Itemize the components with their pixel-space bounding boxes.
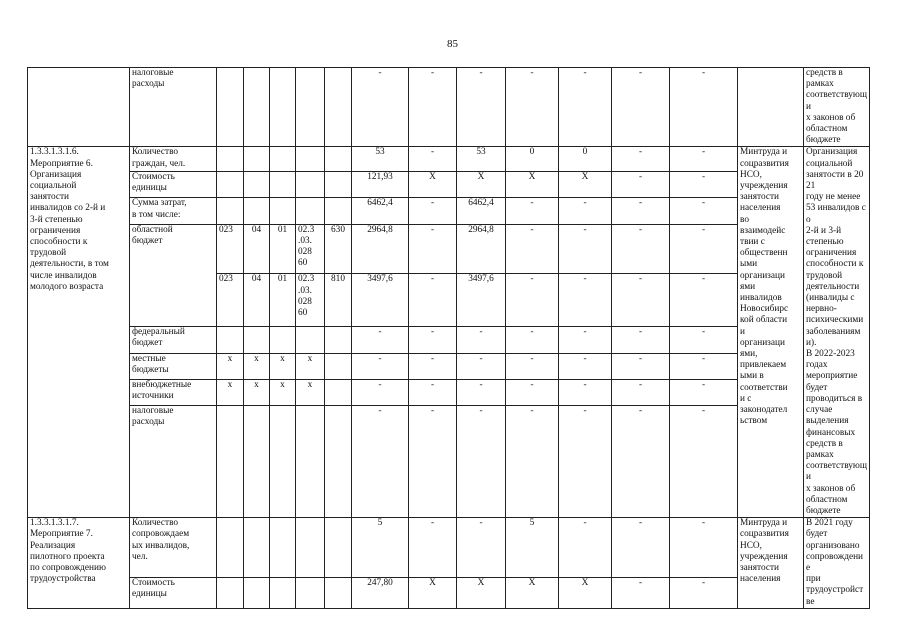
value-cell: 6462,4 bbox=[457, 198, 506, 224]
value-cell: - bbox=[457, 353, 506, 379]
code-cell: 04 bbox=[244, 224, 270, 274]
value-cell: - bbox=[559, 518, 612, 578]
value-cell: - bbox=[559, 224, 612, 274]
value-cell: - bbox=[352, 353, 409, 379]
indicator-cell: Количество сопровождаем ых инвалидов, чел. bbox=[130, 518, 217, 578]
value-cell: - bbox=[559, 68, 612, 147]
value-cell: 121,93 bbox=[352, 172, 409, 198]
code-cell: 01 bbox=[270, 224, 296, 274]
value-cell: - bbox=[670, 274, 738, 327]
code-cell: x bbox=[217, 353, 244, 379]
value-cell: - bbox=[352, 327, 409, 353]
value-cell: - bbox=[670, 353, 738, 379]
code-cell: x bbox=[296, 379, 325, 405]
value-cell: - bbox=[409, 518, 457, 578]
event-title-cell: 1.3.3.1.3.1.6. Мероприятие 6. Организация социальной занятости инвалидов со 2-й и 3-й степенью ограничения способности к трудовой деятельности, в том числе инвалидов молодого возраста bbox=[28, 147, 130, 518]
value-cell: - bbox=[670, 68, 738, 147]
value-cell: - bbox=[409, 274, 457, 327]
note-cell: средств в рамках соответствующи х законов об областном бюджете bbox=[804, 68, 870, 147]
value-cell: - bbox=[352, 406, 409, 518]
value-cell: - bbox=[409, 379, 457, 405]
value-cell: - bbox=[409, 406, 457, 518]
code-cell: x bbox=[296, 353, 325, 379]
table-row bbox=[28, 147, 870, 172]
value-cell: X bbox=[409, 577, 457, 608]
code-cell: x bbox=[270, 353, 296, 379]
value-cell: - bbox=[612, 198, 670, 224]
value-cell: - bbox=[352, 68, 409, 147]
value-cell: - bbox=[670, 406, 738, 518]
value-cell: - bbox=[506, 224, 559, 274]
value-cell: - bbox=[506, 274, 559, 327]
value-cell: 2964,8 bbox=[352, 224, 409, 274]
value-cell: - bbox=[612, 406, 670, 518]
code-cell: 810 bbox=[325, 274, 352, 327]
value-cell: X bbox=[409, 172, 457, 198]
event-title-cell: 1.3.3.1.3.1.7. Мероприятие 7. Реализация пилотного проекта по сопровождению трудоустройства bbox=[28, 518, 130, 609]
value-cell: 3497,6 bbox=[352, 274, 409, 327]
value-cell: - bbox=[612, 379, 670, 405]
value-cell: - bbox=[559, 353, 612, 379]
value-cell: - bbox=[457, 406, 506, 518]
code-cell: 02.3 .03. 028 60 bbox=[296, 274, 325, 327]
value-cell: - bbox=[409, 147, 457, 172]
code-cell: 023 bbox=[217, 274, 244, 327]
code-cell: x bbox=[217, 379, 244, 405]
table-row bbox=[28, 518, 870, 578]
value-cell: X bbox=[506, 172, 559, 198]
value-cell: - bbox=[409, 353, 457, 379]
value-cell: - bbox=[506, 68, 559, 147]
indicator-cell: налоговые расходы bbox=[130, 406, 217, 518]
value-cell: - bbox=[506, 198, 559, 224]
value-cell: - bbox=[559, 274, 612, 327]
value-cell: X bbox=[457, 172, 506, 198]
value-cell: - bbox=[559, 379, 612, 405]
value-cell: - bbox=[559, 327, 612, 353]
value-cell: - bbox=[612, 353, 670, 379]
value-cell: - bbox=[559, 198, 612, 224]
value-cell: - bbox=[457, 327, 506, 353]
value-cell: - bbox=[670, 577, 738, 608]
indicator-cell: областной бюджет bbox=[130, 224, 217, 274]
value-cell: X bbox=[559, 577, 612, 608]
value-cell: - bbox=[670, 224, 738, 274]
value-cell: - bbox=[409, 224, 457, 274]
value-cell: - bbox=[670, 172, 738, 198]
value-cell: 53 bbox=[457, 147, 506, 172]
page-number: 85 bbox=[447, 38, 458, 50]
value-cell: 247,80 bbox=[352, 577, 409, 608]
value-cell: - bbox=[612, 224, 670, 274]
value-cell: 0 bbox=[506, 147, 559, 172]
value-cell: - bbox=[612, 518, 670, 578]
indicator-cell: Сумма затрат, в том числе: bbox=[130, 198, 217, 224]
event-cell bbox=[28, 68, 130, 147]
value-cell: - bbox=[612, 172, 670, 198]
executor-cell bbox=[738, 68, 804, 147]
value-cell: 3497,6 bbox=[457, 274, 506, 327]
value-cell: - bbox=[409, 68, 457, 147]
table-row bbox=[28, 68, 870, 147]
value-cell: - bbox=[506, 327, 559, 353]
value-cell: - bbox=[559, 406, 612, 518]
value-cell: - bbox=[670, 327, 738, 353]
value-cell: 5 bbox=[352, 518, 409, 578]
value-cell: 6462,4 bbox=[352, 198, 409, 224]
indicator-cell bbox=[130, 274, 217, 327]
value-cell: X bbox=[506, 577, 559, 608]
code-cell: 630 bbox=[325, 224, 352, 274]
value-cell: - bbox=[409, 198, 457, 224]
value-cell: - bbox=[612, 68, 670, 147]
code-cell: x bbox=[244, 353, 270, 379]
indicator-cell: местные бюджеты bbox=[130, 353, 217, 379]
value-cell: - bbox=[670, 198, 738, 224]
value-cell: - bbox=[612, 577, 670, 608]
code-cell: 023 bbox=[217, 224, 244, 274]
value-cell: - bbox=[612, 147, 670, 172]
value-cell: 53 bbox=[352, 147, 409, 172]
value-cell: 0 bbox=[559, 147, 612, 172]
value-cell: - bbox=[457, 518, 506, 578]
program-events-table bbox=[27, 67, 870, 609]
value-cell: - bbox=[457, 68, 506, 147]
value-cell: - bbox=[612, 327, 670, 353]
note-cell: В 2021 году будет организовано сопровождение при трудоустройстве bbox=[804, 518, 870, 609]
value-cell: - bbox=[506, 353, 559, 379]
indicator-cell: Количество граждан, чел. bbox=[130, 147, 217, 172]
value-cell: - bbox=[670, 379, 738, 405]
value-cell: - bbox=[409, 327, 457, 353]
indicator-cell: федеральный бюджет bbox=[130, 327, 217, 353]
indicator-cell: Стоимость единицы bbox=[130, 577, 217, 608]
code-cell: x bbox=[270, 379, 296, 405]
value-cell: X bbox=[559, 172, 612, 198]
value-cell: - bbox=[506, 406, 559, 518]
value-cell: - bbox=[457, 379, 506, 405]
executor-cell: Минтруда и соцразвития НСО, учреждения занятости населения bbox=[738, 518, 804, 609]
indicator-cell: налоговые расходы bbox=[130, 68, 217, 147]
value-cell: - bbox=[670, 147, 738, 172]
indicator-cell: Стоимость единицы bbox=[130, 172, 217, 198]
value-cell: - bbox=[506, 379, 559, 405]
code-cell: 04 bbox=[244, 274, 270, 327]
value-cell: 5 bbox=[506, 518, 559, 578]
executor-cell: Минтруда и соцразвития НСО, учреждения занятости населения во взаимодейс твии с общественн ыми организаци ями инвалидов Новосибирс кой области и организаци ями, привлекаем ыми в соответстви и с законодател ьством bbox=[738, 147, 804, 518]
value-cell: X bbox=[457, 577, 506, 608]
value-cell: - bbox=[670, 518, 738, 578]
value-cell: 2964,8 bbox=[457, 224, 506, 274]
value-cell: - bbox=[352, 379, 409, 405]
code-cell: x bbox=[244, 379, 270, 405]
indicator-cell: внебюджетные источники bbox=[130, 379, 217, 405]
note-cell: Организация социальной занятости в 2021 году не менее 53 инвалидов со 2-й и 3-й степенью ограничения способности к трудовой деятельности (инвалиды с нервно- психическими заболеваниями). В 2022-2023 годах мероприятие будет проводиться в случае выделения финансовых средств в рамках соответствующи х законов об областном бюджете bbox=[804, 147, 870, 518]
code-cell: 02.3 .03. 028 60 bbox=[296, 224, 325, 274]
code-cell: 01 bbox=[270, 274, 296, 327]
value-cell: - bbox=[612, 274, 670, 327]
